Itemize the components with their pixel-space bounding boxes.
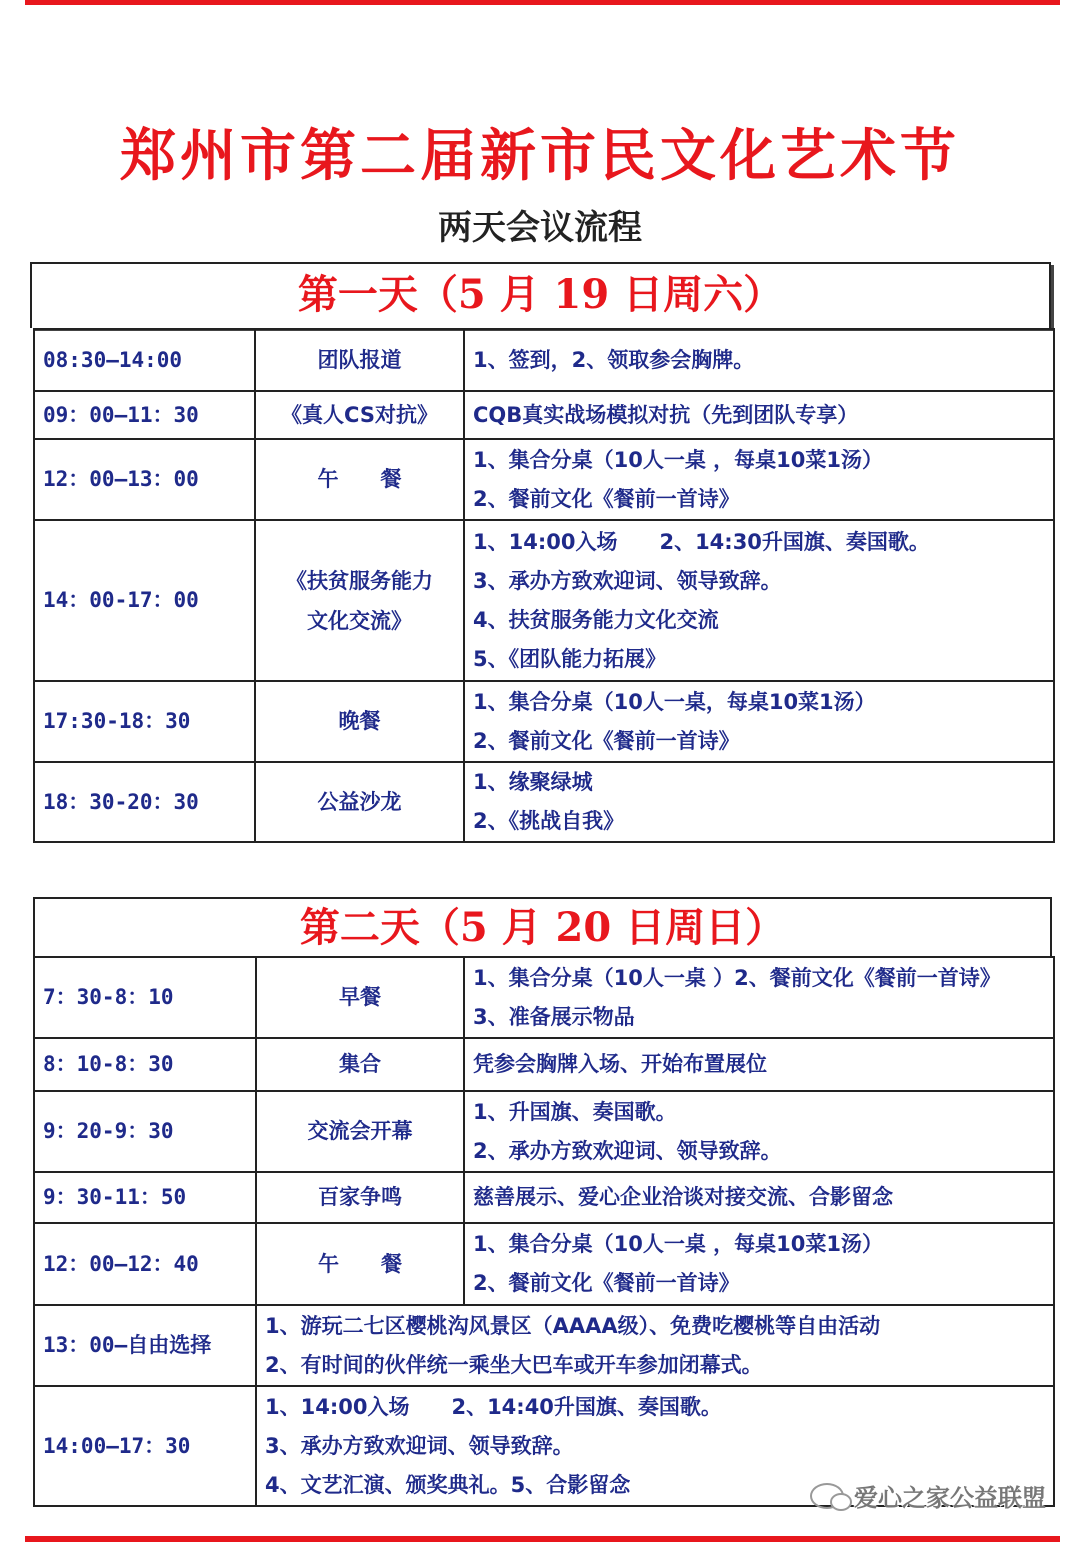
event-line: 集合	[339, 1052, 381, 1076]
detail-line: 1、缘聚绿城	[473, 770, 593, 794]
time-cell: 14:00—17：30	[34, 1386, 256, 1506]
time-cell: 12：00—12：40	[34, 1223, 256, 1305]
bottom-red-rule	[25, 1536, 1060, 1542]
details-cell	[464, 439, 1054, 520]
schedule-row	[34, 1091, 1054, 1172]
schedule-row	[34, 391, 1054, 439]
event-line: 午 餐	[318, 1251, 402, 1276]
schedule-row	[34, 439, 1054, 520]
schedule-row	[34, 957, 1054, 1038]
time-cell: 13：00—自由选择	[34, 1305, 256, 1386]
schedule-row	[34, 520, 1054, 681]
detail-line: 1、集合分桌（10人一桌，每桌10菜1汤）	[473, 689, 876, 714]
details-cell	[256, 1305, 1054, 1386]
event-cell	[255, 681, 464, 762]
detail-line: 1、集合分桌（10人一桌 ）2、餐前文化《餐前一首诗》	[473, 965, 1001, 990]
detail-line: 慈善展示、爱心企业洽谈对接交流、合影留念	[473, 1185, 893, 1209]
time-cell: 17:30-18：30	[34, 681, 255, 762]
schedule-row	[34, 1172, 1054, 1223]
event-line: 百家争鸣	[318, 1185, 402, 1209]
detail-line: 2、餐前文化《餐前一首诗》	[473, 1271, 740, 1295]
detail-line: 2、《挑战自我》	[473, 809, 625, 833]
detail-line: 1、签到，2、领取参会胸牌。	[473, 347, 755, 372]
schedule-row	[34, 1038, 1054, 1091]
schedule-row	[34, 681, 1054, 762]
time-cell: 12：00—13：00	[34, 439, 255, 520]
event-line: 交流会开幕	[307, 1119, 413, 1143]
schedule-row	[34, 329, 1054, 391]
details-cell	[464, 681, 1054, 762]
details-cell	[464, 520, 1054, 681]
time-cell: 7：30-8：10	[34, 957, 256, 1038]
time-cell: 09：00—11：30	[34, 391, 255, 439]
detail-line: 4、扶贫服务能力文化交流	[473, 607, 719, 632]
detail-line: 1、14:00入场 2、14:30升国旗、奏国歌。	[473, 529, 930, 554]
detail-line: 1、游玩二七区樱桃沟风景区（AAAA级）、免费吃樱桃等自由活动	[265, 1313, 881, 1338]
details-cell	[464, 329, 1054, 391]
detail-line: 3、准备展示物品	[473, 1004, 635, 1029]
wechat-bubble-icon	[810, 1483, 844, 1509]
detail-line: 2、餐前文化《餐前一首诗》	[473, 728, 740, 753]
detail-line: 1、14:00入场 2、14:40升国旗、奏国歌。	[265, 1394, 722, 1419]
detail-line: CQB真实战场模拟对抗（先到团队专享）	[473, 402, 859, 427]
detail-line: 1、升国旗、奏国歌。	[473, 1099, 677, 1124]
detail-line: 3、承办方致欢迎词、领导致辞。	[265, 1433, 574, 1458]
event-cell	[255, 439, 464, 520]
day2-heading: 第二天（5 月 20 日周日）	[33, 897, 1052, 956]
details-cell	[464, 957, 1054, 1038]
details-cell	[464, 1038, 1054, 1091]
day2-schedule-table	[33, 956, 1055, 1507]
event-cell	[255, 520, 464, 681]
details-cell	[464, 1223, 1054, 1305]
event-line: 团队报道	[317, 347, 402, 372]
event-line: 午 餐	[317, 467, 402, 491]
detail-line: 1、集合分桌（10人一桌 ，每桌10菜1汤）	[473, 447, 883, 472]
event-cell	[255, 762, 464, 842]
details-cell	[464, 1172, 1054, 1223]
details-cell	[464, 391, 1054, 439]
event-cell	[255, 391, 464, 439]
watermark-text: 爱心之家公益联盟	[854, 1484, 1046, 1512]
watermark	[810, 1478, 1046, 1513]
details-cell	[464, 1091, 1054, 1172]
time-cell: 18：30-20：30	[34, 762, 255, 842]
event-line: 晚餐	[338, 709, 381, 733]
top-red-rule	[25, 0, 1060, 5]
time-cell: 9：20-9：30	[34, 1091, 256, 1172]
detail-line: 1、集合分桌（10人一桌 ，每桌10菜1汤）	[473, 1232, 883, 1256]
event-line: 早餐	[339, 985, 381, 1009]
event-line: 《真人CS对抗》	[281, 402, 438, 427]
time-cell: 08:30—14:00	[34, 329, 255, 391]
event-line: 公益沙龙	[317, 789, 402, 814]
detail-line: 2、餐前文化《餐前一首诗》	[473, 486, 740, 511]
event-cell	[255, 329, 464, 391]
event-cell	[256, 1172, 464, 1223]
time-cell: 14：00-17：00	[34, 520, 255, 681]
event-line: 文化交流》	[307, 608, 412, 633]
event-cell	[256, 1038, 464, 1091]
schedule-row	[34, 1223, 1054, 1305]
detail-line: 4、文艺汇演、颁奖典礼。5、合影留念	[265, 1472, 631, 1497]
detail-line: 2、承办方致欢迎词、领导致辞。	[473, 1138, 782, 1163]
day1-heading: 第一天（5 月 19 日周六）	[30, 262, 1051, 328]
schedule-row	[34, 762, 1054, 842]
detail-line: 凭参会胸牌入场、开始布置展位	[473, 1052, 767, 1076]
detail-line: 3、承办方致欢迎词、领导致辞。	[473, 568, 782, 593]
event-line: 《扶贫服务能力	[286, 568, 433, 593]
event-cell	[256, 957, 464, 1038]
schedule-row	[34, 1305, 1054, 1386]
event-cell	[256, 1091, 464, 1172]
page-subtitle: 两天会议流程	[438, 208, 642, 248]
time-cell: 8：10-8：30	[34, 1038, 256, 1091]
time-cell: 9：30-11：50	[34, 1172, 256, 1223]
details-cell	[464, 762, 1054, 842]
page-title: 郑州市第二届新市民文化艺术节	[120, 123, 960, 189]
day1-schedule-table	[33, 328, 1055, 843]
detail-line: 5、《团队能力拓展》	[473, 646, 667, 671]
event-cell	[256, 1223, 464, 1305]
detail-line: 2、有时间的伙伴统一乘坐大巴车或开车参加闭幕式。	[265, 1352, 763, 1377]
